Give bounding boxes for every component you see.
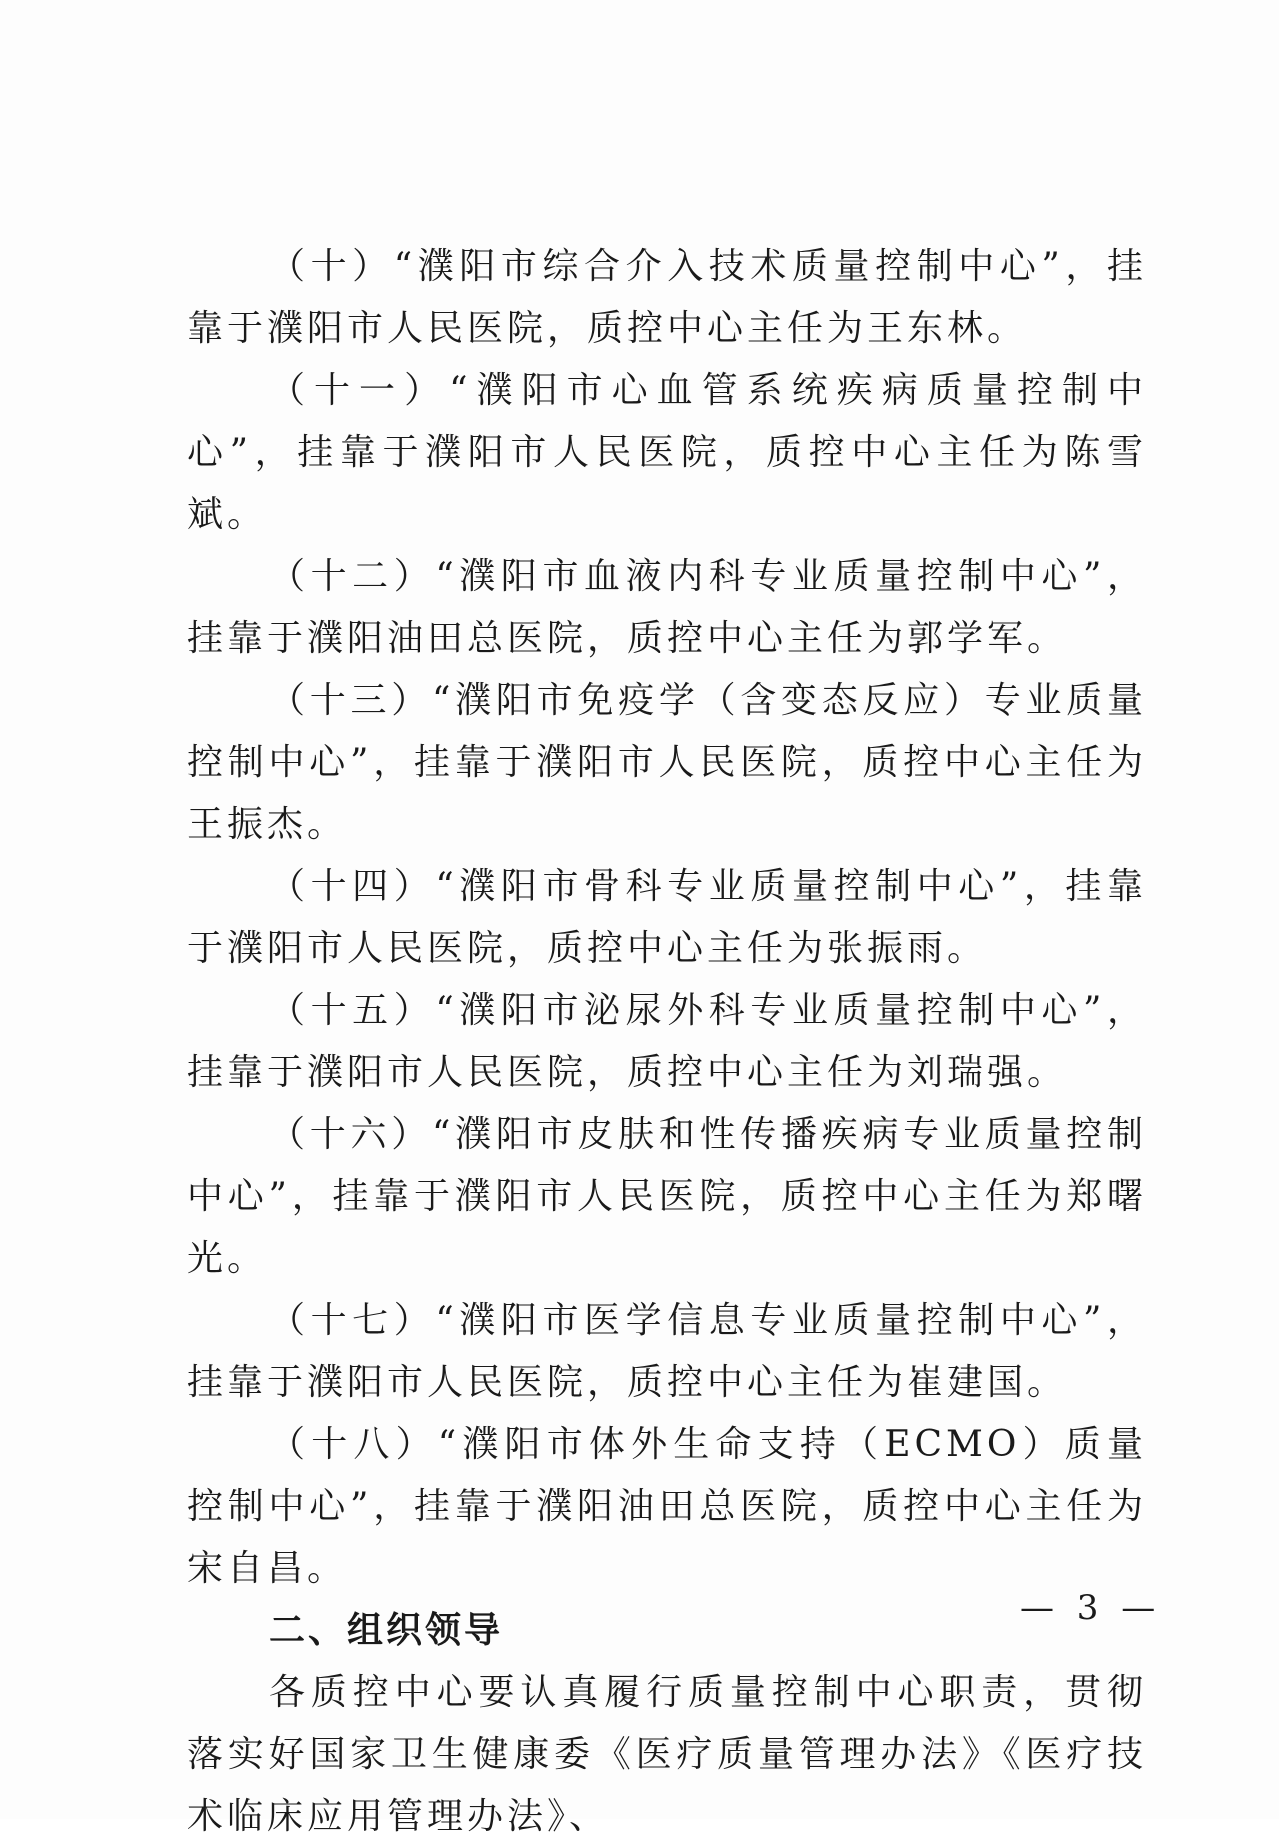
paragraph-11 (187, 360, 1147, 546)
paragraph-13 (187, 670, 1147, 856)
paragraph-prefix: （十三） (269, 680, 432, 721)
paragraph-prefix: （十四） (269, 866, 436, 907)
paragraph-14 (187, 856, 1147, 980)
paragraph-10 (187, 236, 1147, 360)
paragraph-prefix: （十八） (269, 1424, 438, 1465)
page-number: — 3 — (1020, 1588, 1162, 1628)
paragraph-text: “濮阳市血液内科专业质量控制中心”，挂靠于濮阳油田总医院，质控中心主任为郭学军。 (187, 556, 1147, 659)
paragraph-text: “濮阳市医学信息专业质量控制中心”，挂靠于濮阳市人民医院，质控中心主任为崔建国。 (187, 1300, 1147, 1403)
closing-paragraph: 各质控中心要认真履行质量控制中心职责，贯彻落实好国家卫生健康委《医疗质量管理办法》《医疗技术临床应用管理办法》、 (187, 1672, 1147, 1837)
paragraph-12 (187, 546, 1147, 670)
paragraph-17 (187, 1290, 1147, 1414)
document-body (187, 236, 1147, 1848)
paragraph-prefix: （十五） (269, 990, 436, 1031)
paragraph-text: “濮阳市免疫学（含变态反应）专业质量控制中心”，挂靠于濮阳市人民医院，质控中心主任为王振杰。 (187, 680, 1147, 845)
section-heading: 二、组织领导 (269, 1610, 504, 1651)
paragraph-text: “濮阳市泌尿外科专业质量控制中心”，挂靠于濮阳市人民医院，质控中心主任为刘瑞强。 (187, 990, 1147, 1093)
paragraph-text: “濮阳市皮肤和性传播疾病专业质量控制中心”，挂靠于濮阳市人民医院，质控中心主任为郑曙光。 (187, 1114, 1147, 1279)
paragraph-prefix: （十七） (269, 1300, 436, 1341)
paragraph-prefix: （十六） (269, 1114, 432, 1155)
paragraph-text: “濮阳市骨科专业质量控制中心”，挂靠于濮阳市人民医院，质控中心主任为张振雨。 (187, 866, 1147, 969)
paragraph-18 (187, 1414, 1147, 1600)
paragraph-text: “濮阳市综合介入技术质量控制中心”，挂靠于濮阳市人民医院，质控中心主任为王东林。 (187, 246, 1147, 349)
paragraph-prefix: （十二） (269, 556, 436, 597)
paragraph-text: “濮阳市心血管系统疾病质量控制中心”，挂靠于濮阳市人民医院，质控中心主任为陈雪斌。 (187, 370, 1147, 535)
paragraph-prefix: （十一） (269, 370, 450, 411)
paragraph-15 (187, 980, 1147, 1104)
paragraph-16 (187, 1104, 1147, 1290)
paragraph-text: “濮阳市体外生命支持（ECMO）质量控制中心”，挂靠于濮阳油田总医院，质控中心主任为宋自昌。 (187, 1424, 1147, 1589)
paragraph-prefix: （十） (269, 246, 394, 287)
